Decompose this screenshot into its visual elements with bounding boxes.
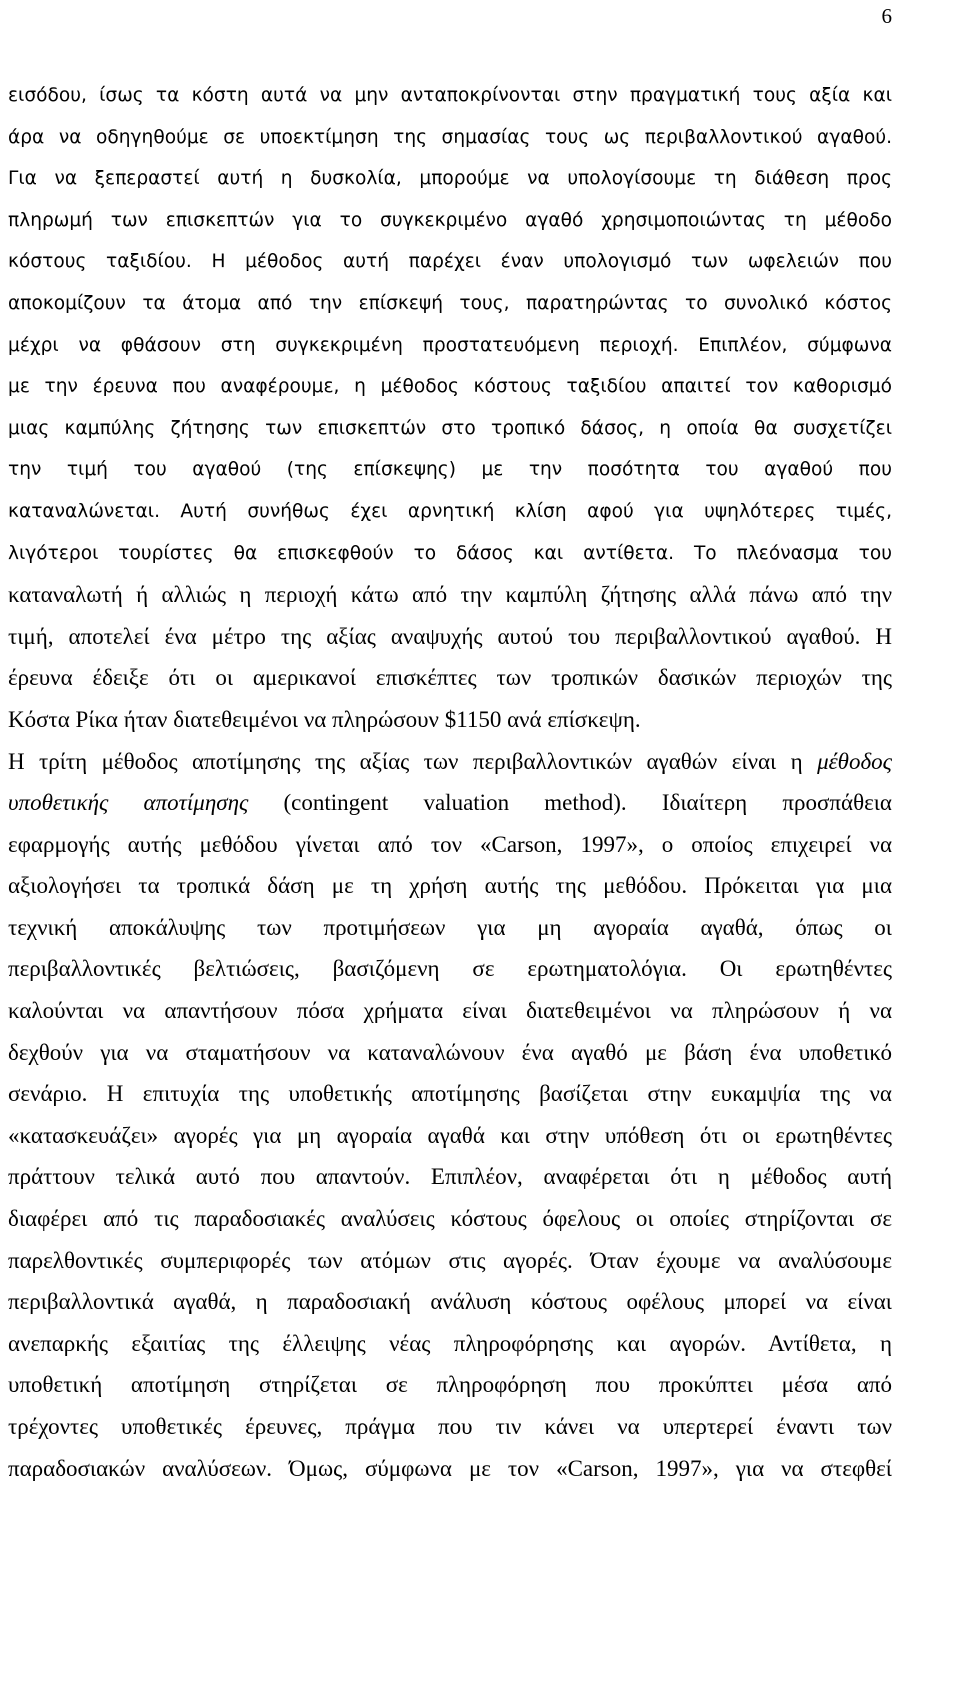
text-line: διαφέρει από τις παραδοσιακές αναλύσεις κόστους όφελους οι οποίες στηρίζονται σε xyxy=(8,1206,892,1232)
text-line: λιγότεροι τουρίστες θα επισκεφθούν το δάσος και αντίθετα. Το πλεόνασμα του xyxy=(8,542,892,564)
text-line: πράττουν τελικά αυτό που απαντούν. Επιπλέον, αναφέρεται ότι η μέθοδος αυτή xyxy=(8,1164,892,1190)
text-line: παρελθοντικές συμπεριφορές των ατόμων στις αγορές. Όταν έχουμε να αναλύσουμε xyxy=(8,1247,892,1273)
text-line: Κόστα Ρίκα ήταν διατεθειμένοι να πληρώσουν $1150 ανά επίσκεψη. xyxy=(8,706,641,732)
text-line: «κατασκευάζει» αγορές για μη αγοραία αγαθά και στην υπόθεση ότι οι ερωτηθέντες xyxy=(8,1122,892,1148)
text-line xyxy=(8,741,892,783)
text-line: μιας καμπύλης ζήτησης των επισκεπτών στο τροπικό δάσος, η οποία θα συσχετίζει xyxy=(8,417,892,439)
text-line: τιμή, αποτελεί ένα μέτρο της αξίας αναψυχής αυτού του περιβαλλοντικού αγαθού. Η xyxy=(8,623,892,649)
text-line-content: (contingent valuation method). Ιδιαίτερη προσπάθεια xyxy=(248,790,892,816)
text-line: υποθετική αποτίμηση στηρίζεται σε πληροφόρηση που προκύπτει μέσα από xyxy=(8,1372,892,1398)
text-line: τρέχοντες υποθετικές έρευνες, πράγμα που τιν κάνει να υπερτερεί έναντι των xyxy=(8,1414,892,1439)
text-line: άρα να οδηγηθούμε σε υποεκτίμηση της σημασίας τους ως περιβαλλοντικού αγαθού. xyxy=(8,126,892,148)
text-line: αποκομίζουν τα άτομα από την επίσκεψή τους, παρατηρώντας το συνολικό κόστος xyxy=(8,292,892,314)
italic-term: μέθοδος xyxy=(817,748,892,774)
text-line: εφαρμογής αυτής μεθόδου γίνεται από τον «Carson, 1997», ο οποίος επιχειρεί να xyxy=(8,831,892,857)
text-line xyxy=(8,782,892,824)
text-line: Για να ξεπεραστεί αυτή η δυσκολία, μπορούμε να υπολογίσουμε τη διάθεση προς xyxy=(8,168,892,190)
text-line: σενάριο. Η επιτυχία της υποθετικής αποτίμησης βασίζεται στην ευκαμψία της να xyxy=(8,1081,892,1107)
text-line: τεχνική αποκάλυψης των προτιμήσεων για μη αγοραία αγαθά, όπως οι xyxy=(8,914,892,940)
text-line: την τιμή του αγαθού (της επίσκεψης) με την ποσότητα του αγαθού που xyxy=(8,459,892,481)
text-line: καταναλωτή ή αλλιώς η περιοχή κάτω από την καμπύλη ζήτησης αλλά πάνω από την xyxy=(8,582,892,608)
text-line: πληρωμή των επισκεπτών για το συγκεκριμένο αγαθό χρησιμοποιώντας τη μέθοδο xyxy=(8,209,892,231)
text-line: ανεπαρκής εξαιτίας της έλλειψης νέας πληροφόρησης και αγορών. Αντίθετα, η xyxy=(8,1330,892,1356)
text-line: καλούνται να απαντήσουν πόσα χρήματα είναι διατεθειμένοι να πληρώσουν ή να xyxy=(8,998,892,1024)
text-line: μέχρι να φθάσουν στη συγκεκριμένη προστατευόμενη περιοχή. Επιπλέον, σύμφωνα xyxy=(8,334,892,356)
text-line: δεχθούν για να σταματήσουν να καταναλώνουν ένα αγαθό με βάση ένα υποθετικό xyxy=(8,1039,892,1065)
text-line: αξιολογήσει τα τροπικά δάση με τη χρήση αυτής της μεθόδου. Πρόκειται για μια xyxy=(8,873,892,899)
text-line: παραδοσιακών αναλύσεων. Όμως, σύμφωνα με τον «Carson, 1997», για να στεφθεί xyxy=(8,1455,892,1481)
text-line: έρευνα έδειξε ότι οι αμερικανοί επισκέπτες των τροπικών δασικών περιοχών της xyxy=(8,665,892,691)
text-line: περιβαλλοντικά αγαθά, η παραδοσιακή ανάλυση κόστους οφέλους μπορεί να είναι xyxy=(8,1289,892,1315)
italic-term: υποθετικής αποτίμησης xyxy=(8,790,249,816)
text-line: καταναλώνεται. Αυτή συνήθως έχει αρνητική κλίση αφού για υψηλότερες τιμές, xyxy=(8,500,892,522)
text-line: εισόδου, ίσως τα κόστη αυτά να μην ανταποκρίνονται στην πραγματική τους αξία και xyxy=(8,85,892,106)
text-line: κόστους ταξιδίου. Η μέθοδος αυτή παρέχει έναν υπολογισμό των ωφελειών που xyxy=(8,251,892,273)
text-line-content: Η τρίτη μέθοδος αποτίμησης της αξίας των περιβαλλοντικών αγαθών είναι η xyxy=(8,748,803,774)
body-text xyxy=(8,75,892,1489)
text-line: με την έρευνα που αναφέρουμε, η μέθοδος κόστους ταξιδίου απαιτεί τον καθορισμό xyxy=(8,376,892,398)
page-number: 6 xyxy=(881,4,892,28)
text-line: περιβαλλοντικές βελτιώσεις, βασιζόμενη σε ερωτηματολόγια. Οι ερωτηθέντες xyxy=(8,956,892,982)
